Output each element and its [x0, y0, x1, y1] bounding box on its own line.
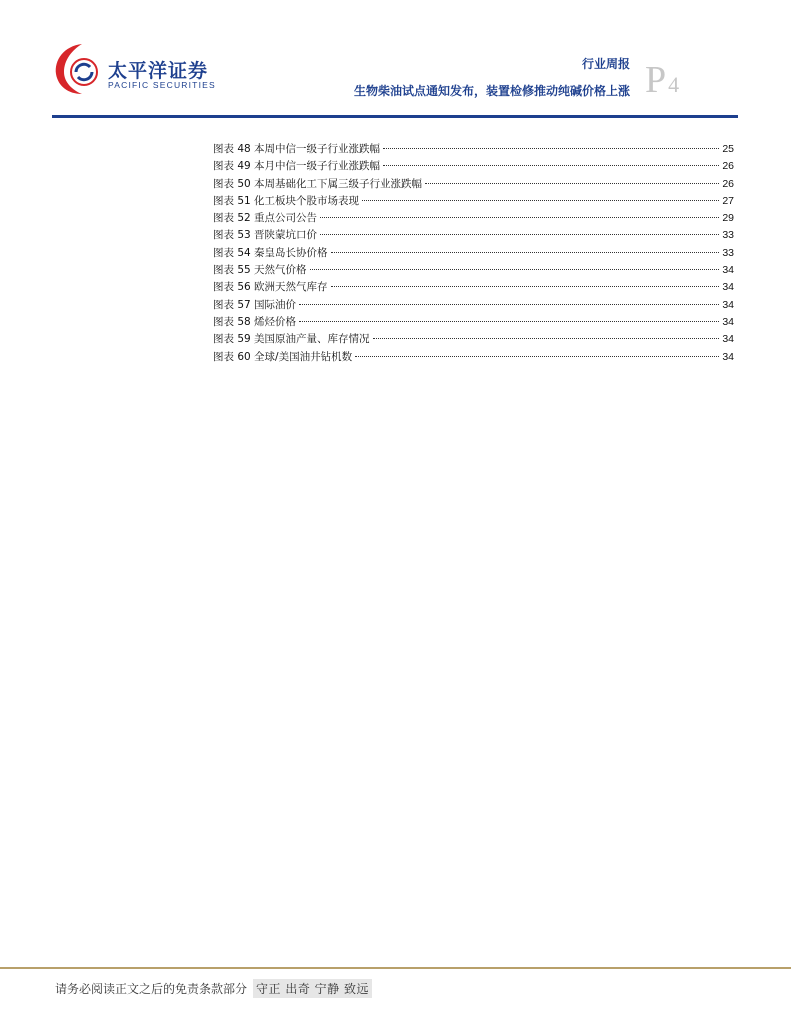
toc-entry[interactable] [213, 176, 734, 193]
report-title: 生物柴油试点通知发布，装置检修推动纯碱价格上涨 [353, 84, 630, 98]
toc-entry-page: 34 [722, 333, 734, 346]
toc-entry-page: 29 [722, 212, 734, 225]
toc-entry[interactable] [213, 297, 734, 314]
dot-leader [299, 304, 719, 305]
dot-leader [299, 321, 719, 322]
dot-leader [320, 234, 719, 235]
toc-entry-page: 26 [722, 177, 734, 190]
toc-entry-page: 25 [722, 143, 734, 155]
toc-entry-label: 图表 55 天然气价格 [213, 264, 307, 277]
toc-entry[interactable] [213, 245, 734, 262]
footer-divider [0, 967, 791, 969]
toc-entry[interactable] [213, 227, 734, 244]
toc-entry[interactable] [213, 141, 734, 158]
toc-entry[interactable] [213, 210, 734, 227]
brand-name-cn: 太平洋证券 [108, 60, 209, 82]
toc-entry-page: 33 [722, 246, 734, 259]
toc-entry-label: 图表 57 国际油价 [213, 298, 297, 311]
dot-leader [383, 148, 719, 149]
toc-entry[interactable] [213, 193, 734, 210]
toc-entry[interactable] [213, 349, 734, 366]
dot-leader [425, 183, 719, 184]
toc-entry-label: 图表 52 重点公司公告 [213, 212, 318, 225]
toc-entry-page: 33 [722, 229, 734, 242]
toc-entry-page: 34 [722, 350, 734, 363]
toc-entry[interactable] [213, 158, 734, 175]
toc-entry[interactable] [213, 331, 734, 348]
dot-leader [355, 356, 719, 357]
toc-entry-label: 图表 49 本月中信一级子行业涨跌幅 [213, 160, 381, 173]
toc-entry-label: 图表 59 美国原油产量、库存情况 [213, 333, 370, 346]
brand-name-en: PACIFIC SECURITIES [108, 80, 216, 90]
header-divider [52, 115, 738, 118]
toc-entry-page: 34 [722, 281, 734, 294]
toc-entry-label: 图表 56 欧洲天然气库存 [213, 281, 328, 294]
toc-entry-page: 34 [722, 315, 734, 328]
toc-entry-label: 图表 58 烯烃价格 [213, 315, 297, 328]
company-motto: 守正 出奇 宁静 致远 [253, 979, 372, 998]
toc-entry-page: 27 [722, 194, 734, 207]
toc-entry-label: 图表 51 化工板块个股市场表现 [213, 194, 360, 207]
page-marker [645, 58, 679, 102]
dot-leader [331, 252, 720, 253]
toc-entry-label: 图表 54 秦皇岛长协价格 [213, 246, 328, 259]
disclaimer-text: 请务必阅读正文之后的免责条款部分 [55, 982, 248, 996]
dot-leader [362, 200, 719, 201]
report-type: 行业周报 [581, 57, 630, 71]
dot-leader [320, 217, 719, 218]
dot-leader [383, 165, 719, 166]
toc-entry-label: 图表 48 本周中信一级子行业涨跌幅 [213, 143, 381, 155]
toc-entry-label: 图表 50 本周基础化工下属三级子行业涨跌幅 [213, 177, 423, 190]
page-number: 4 [668, 72, 680, 97]
dot-leader [331, 286, 720, 287]
toc-entry[interactable] [213, 279, 734, 296]
toc-entry-page: 34 [722, 298, 734, 311]
dot-leader [373, 338, 720, 339]
toc-entry-label: 图表 53 晋陕蒙坑口价 [213, 229, 318, 242]
toc-entry-page: 26 [722, 160, 734, 173]
dot-leader [310, 269, 720, 270]
toc-entry-page: 34 [722, 264, 734, 277]
figure-table-of-contents [213, 141, 734, 366]
toc-entry[interactable] [213, 314, 734, 331]
page-letter: P [645, 59, 667, 101]
footer [55, 979, 372, 998]
pacific-securities-logo [52, 40, 108, 96]
toc-entry-label: 图表 60 全球/美国油井钻机数 [213, 350, 353, 363]
toc-entry[interactable] [213, 262, 734, 279]
